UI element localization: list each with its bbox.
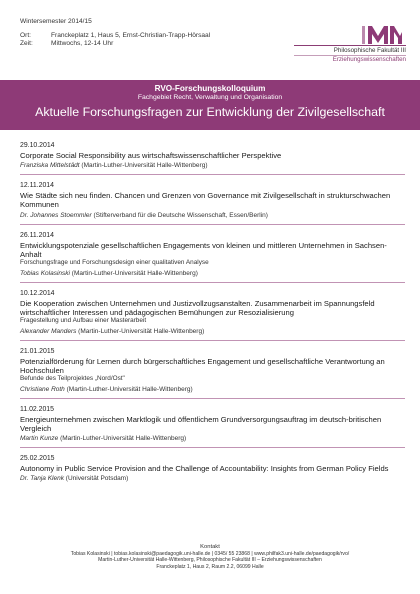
program-entry [20, 346, 405, 394]
logo-department-name: Erziehungswissenschaften [332, 56, 406, 63]
faculty-logo-mark-icon [298, 24, 402, 44]
entry-title: Corporate Social Responsibility aus wirtschaftswissenschaftlicher Perspektive [20, 151, 282, 160]
entry-speaker [20, 161, 405, 170]
speaker-name: Alexander Manders [20, 327, 77, 335]
speaker-affiliation: (Martin-Luther-Universität Halle-Wittenberg) [64, 385, 193, 393]
entry-date: 21.01.2015 [20, 347, 55, 355]
speaker-name: Christiane Roth [20, 385, 65, 393]
speaker-affiliation: (Universität Potsdam) [63, 475, 129, 483]
entry-divider [20, 174, 405, 175]
time-row [20, 40, 210, 48]
speaker-name: Martin Kunze [20, 435, 59, 443]
speaker-name: Dr. Johannes Stoemmler [20, 211, 92, 219]
location-value: Franckeplatz 1, Haus 5, Ernst-Christian-Trapp-Hörsaal [51, 32, 211, 39]
logo-faculty-name: Philosophische Fakultät III [333, 47, 406, 54]
entry-date: 29.10.2014 [20, 142, 55, 149]
speaker-affiliation: (Stifterverband für die Deutsche Wissenschaft, Essen/Berlin) [91, 211, 268, 219]
entry-speaker [20, 327, 405, 336]
semester-label: Wintersemester 2014/15 [20, 18, 92, 25]
location-row [20, 32, 210, 40]
entry-date: 11.02.2015 [20, 405, 54, 413]
program-entry [20, 404, 405, 443]
colloquium-title: RVO-Forschungskolloquium [154, 84, 266, 93]
program-entry [20, 453, 405, 483]
entry-title: Energieunternehmen zwischen Marktlogik und öffentlichem Grundversorgungsauftrag im deutsch-britischen Vergleich [20, 414, 382, 433]
entry-divider [20, 282, 405, 283]
time-value: Mittwochs, 12-14 Uhr [51, 40, 114, 47]
speaker-name: Dr. Tanja Klenk [20, 475, 64, 483]
title-banner [0, 80, 420, 130]
location-label: Ort: [20, 32, 31, 39]
footer-contact [0, 544, 420, 570]
speaker-name: Tobias Kolasinski [20, 269, 70, 277]
program-entry [20, 288, 405, 336]
entry-title: Autonomy in Public Service Provision and the Challenge of Accountability: Insights from German Policy Fields [20, 464, 389, 474]
entry-date: 26.11.2014 [20, 231, 54, 239]
event-info [20, 32, 210, 48]
entry-speaker [20, 269, 405, 278]
program-entry [20, 180, 405, 219]
footer-contact-line: Tobias Kolasinski | tobias.kolasinski@paedagogik.uni-halle.de | 0345/ 55 23868 | www.philfak3.uni-halle.de/paedagogik/rvo/ [70, 551, 350, 557]
entry-date: 10.12.2014 [20, 289, 55, 297]
faculty-logo [294, 24, 406, 64]
speaker-affiliation: (Martin-Luther-Universität Halle-Wittenberg) [76, 327, 205, 335]
program-entry [20, 140, 405, 170]
program-heading: Aktuelle Forschungsfragen zur Entwicklung der Zivilgesellschaft [35, 105, 385, 119]
footer-institution-line: Martin-Luther-Universität Halle-Wittenberg, Philosophische Fakultät III – Erziehungswissenschaften [98, 557, 322, 564]
time-label: Zeit: [20, 40, 33, 47]
colloquium-subtitle: Fachgebiet Recht, Verwaltung und Organisation [137, 94, 283, 101]
entry-title: Entwicklungspotenziale gesellschaftlichen Engagements von kleinen und mittleren Unternehmen in Sachsen-Anhalt [20, 240, 387, 259]
program-entry [20, 230, 405, 278]
program-list [20, 140, 405, 483]
entry-subtitle: Befunde des Teilprojektes „Nord/Ost" [20, 375, 125, 383]
speaker-affiliation: (Martin-Luther-Universität Halle-Wittenberg) [58, 435, 187, 443]
footer-title: Kontakt [200, 544, 220, 550]
entry-date: 25.02.2015 [20, 455, 55, 463]
entry-date: 12.11.2014 [20, 182, 54, 190]
speaker-name: Franziska Mittelstädt [20, 162, 80, 170]
footer-address-line: Franckeplatz 1, Haus 2, Raum 2.2, 06099 Halle [156, 563, 264, 570]
entry-title: Die Kooperation zwischen Unternehmen und Justizvollzugsanstalten. Zusammenarbeit im Spannungsfeld wirtschaftlicher Interessen und pädagogischen Bemühungen zur Resozialisierung [20, 298, 375, 317]
logo-divider [294, 45, 406, 46]
entry-speaker [20, 211, 405, 220]
entry-subtitle: Forschungsfrage und Forschungsdesign einer qualitativen Analyse [20, 259, 209, 267]
entry-divider [20, 340, 405, 341]
entry-speaker [20, 474, 405, 483]
entry-divider [20, 224, 405, 225]
entry-title: Potenzialförderung für Lernen durch bürgerschaftliches Engagement und gesellschaftliche Verantwortung an Hochschulen [20, 356, 385, 375]
entry-divider [20, 447, 405, 448]
entry-speaker [20, 434, 405, 443]
entry-subtitle: Fragestellung und Aufbau einer Masterarbeit [20, 317, 147, 325]
speaker-affiliation: (Martin-Luther-Universität Halle-Wittenberg) [79, 162, 208, 170]
speaker-affiliation: (Martin-Luther-Universität Halle-Wittenberg) [69, 269, 198, 277]
entry-speaker [20, 385, 405, 394]
entry-title: Wie Städte sich neu finden. Chancen und Grenzen von Governance mit Zivilgesellschaft in strukturschwachen Kommunen [20, 191, 391, 210]
header [0, 0, 420, 70]
entry-divider [20, 398, 405, 399]
